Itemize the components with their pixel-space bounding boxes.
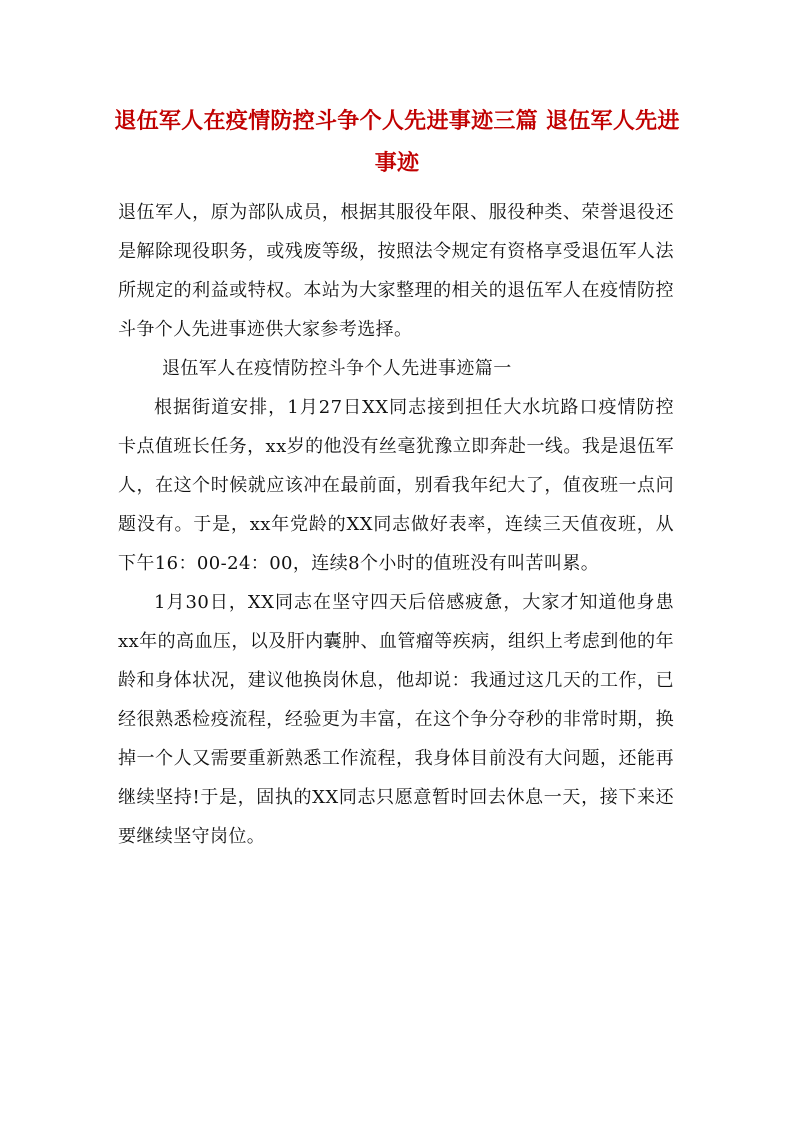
document-title: 退伍军人在疫情防控斗争个人先进事迹三篇 退伍军人先进事迹 bbox=[114, 108, 680, 176]
document-body bbox=[118, 193, 674, 856]
section-heading: 退伍军人在疫情防控斗争个人先进事迹篇一 bbox=[162, 358, 512, 379]
intro-paragraph: 退伍军人，原为部队成员，根据其服役年限、服役种类、荣誉退役还是解除现役职务，或残废等级，按照法令规定有资格享受退伍军人法所规定的利益或特权。本站为大家整理的相关的退伍军人在疫情防控斗争个人先进事迹供大家参考选择。 bbox=[118, 202, 674, 340]
body-paragraph: 1月30日，XX同志在坚守四天后倍感疲惫，大家才知道他身患xx年的高血压，以及肝内囊肿、血管瘤等疾病，组织上考虑到他的年龄和身体状况，建议他换岗休息，他却说：我通过这几天的工作，已经很熟悉检疫流程，经验更为丰富，在这个争分夺秒的非常时期，换掉一个人又需要重新熟悉工作流程，我身体目前没有大问题，还能再继续坚持!于是，固执的XX同志只愿意暂时回去休息一天，接下来还要继续坚守岗位。 bbox=[118, 592, 674, 847]
body-paragraph: 根据街道安排，1月27日XX同志接到担任大水坑路口疫情防控卡点值班长任务，xx岁的他没有丝毫犹豫立即奔赴一线。我是退伍军人，在这个时候就应该冲在最前面，别看我年纪大了，值夜班一点问题没有。于是，xx年党龄的XX同志做好表率，连续三天值夜班，从下午16：00-24：00，连续8个小时的值班没有叫苦叫累。 bbox=[118, 397, 674, 574]
